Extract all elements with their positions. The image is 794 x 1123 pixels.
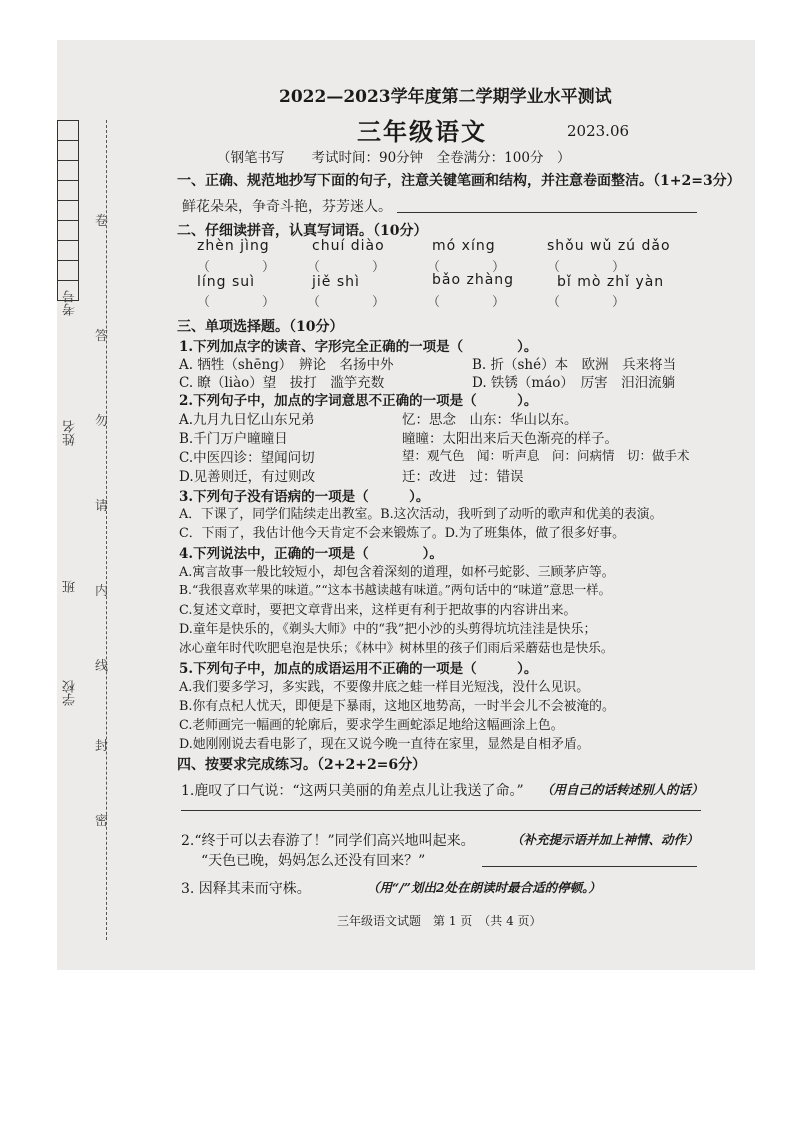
answer-blank[interactable]: （ ） <box>427 260 506 275</box>
seal-char: 线 <box>95 659 109 674</box>
practice-q2: 2.“终于可以去春游了！”同学们高兴地叫起来。 <box>181 833 475 849</box>
class-label: 班 <box>63 580 78 593</box>
answer-blank[interactable]: （ ） <box>307 295 386 310</box>
subject-title: 三年级语文 <box>357 117 487 146</box>
pinyin-item: bǐ mò zhǐ yàn <box>557 274 665 290</box>
question-stem: 1.下列加点字的读音、字形完全正确的一项是（ ）。 <box>179 339 538 355</box>
seal-char: 请 <box>95 499 109 514</box>
seal-char: 卷 <box>95 214 109 229</box>
practice-q1: 1.鹿叹了口气说：“这两只美丽的角差点儿让我送了命。” <box>181 783 524 799</box>
option-b-meaning: 曈曈：太阳出来后天色渐亮的样子。 <box>402 431 618 447</box>
option-d-meaning: 迁：改进 过：错误 <box>402 469 524 485</box>
option-d[interactable]: D.见善则迁，有过则改 <box>179 469 316 485</box>
option-a[interactable]: A.我们要多学习，多实践，不要像井底之蛙一样目光短浅，没什么见识。 <box>179 680 590 695</box>
name-label: 姓名 <box>63 420 78 446</box>
pinyin-item: chuí diào <box>312 238 385 254</box>
option-d[interactable]: D.她刚刚说去看电影了，现在又说今晚一直待在家里，显然是自相矛盾。 <box>179 737 590 752</box>
exam-number-grid <box>57 120 79 301</box>
question-stem: 2.下列句子中，加点的字词意思不正确的一项是（ ）。 <box>179 393 538 409</box>
exam-date: 2023.06 <box>567 122 630 140</box>
option-d-cont: 冰心童年时代吹肥皂泡是快乐；《林中》树林里的孩子们雨后采蘑菇也是快乐。 <box>179 640 614 655</box>
pinyin-item: jiě shì <box>312 274 360 290</box>
seal-char: 勿 <box>95 414 109 429</box>
seal-char: 内 <box>95 584 109 599</box>
pinyin-item: líng suì <box>197 274 256 290</box>
exam-title: 2022—2023学年度第二学期学业水平测试 <box>279 87 612 107</box>
answer-blank[interactable]: （ ） <box>307 260 386 275</box>
option-d[interactable]: D. 铁锈（máo） 厉害 汨汨流躺 <box>472 375 676 391</box>
section3-heading: 三、单项选择题。（10分） <box>177 319 344 335</box>
practice-q2-sentence: “天色已晚，妈妈怎么还没有回来？” <box>201 853 426 869</box>
option-b[interactable]: B.你有点杞人忧天，即便是下暴雨，这地区地势高，一时半会儿不会被淹的。 <box>179 699 615 714</box>
pinyin-item: shǒu wǔ zú dǎo <box>547 238 671 254</box>
pinyin-item: bǎo zhàng <box>432 272 515 288</box>
question-stem: 4.下列说法中，正确的一项是（ ）。 <box>179 546 443 562</box>
school-label: 学校 <box>63 680 78 706</box>
answer-blank[interactable]: （ ） <box>197 295 276 310</box>
practice-q2-note: （补充提示语并加上神情、动作） <box>511 832 699 847</box>
seal-char: 封 <box>95 739 109 754</box>
answer-blank[interactable]: （ ） <box>547 260 626 275</box>
practice-q1-answer-line[interactable] <box>181 810 701 811</box>
question-stem: 5.下列句子中，加点的成语运用不正确的一项是（ ）。 <box>179 661 538 677</box>
option-c[interactable]: C.复述文章时，要把文章背出来，这样更有利于把故事的内容讲出来。 <box>179 603 577 618</box>
option-c-d[interactable]: C．下雨了，我估计他今天肯定不会来锻炼了。D.为了班集体，做了很多好事。 <box>179 526 625 541</box>
answer-blank[interactable]: （ ） <box>197 260 276 275</box>
section2-heading: 二、仔细读拼音，认真写词语。（10分） <box>177 223 428 239</box>
answer-blank[interactable]: （ ） <box>427 295 506 310</box>
practice-q1-note: （用自己的话转述别人的话） <box>541 782 704 797</box>
answer-blank[interactable]: （ ） <box>547 295 626 310</box>
option-c-meaning: 望：观气色 闻：听声息 问：问病情 切：做手术 <box>402 448 690 463</box>
section4-heading: 四、按要求完成练习。（2+2+2=6分） <box>177 757 427 773</box>
page-footer: 三年级语文试题 第 1 页 （共 4 页） <box>337 914 542 928</box>
copy-sentence: 鲜花朵朵，争奇斗艳，芬芳迷人。 <box>182 199 392 215</box>
practice-q2-answer-line[interactable] <box>482 866 697 867</box>
option-b[interactable]: B.“我很喜欢苹果的味道。”“这本书越读越有味道。”两句话中的“味道”意思一样。 <box>179 583 611 597</box>
seal-char: 密 <box>95 814 109 829</box>
option-b[interactable]: B. 折（shé）本 欧洲 兵来将当 <box>472 357 677 373</box>
practice-q3: 3. 因释其耒而守株。 <box>181 881 311 897</box>
pinyin-item: mó xíng <box>432 238 496 254</box>
option-c[interactable]: C. 瞭（liào）望 拔打 滥竽充数 <box>179 375 385 391</box>
seal-char: 答 <box>95 329 109 344</box>
option-a[interactable]: A. 牺牲（shēng） 辨论 名扬中外 <box>179 357 394 373</box>
option-b[interactable]: B.千门万户曈曈日 <box>179 431 288 447</box>
exam-paper-photo <box>57 40 755 970</box>
section1-heading: 一、正确、规范地抄写下面的句子，注意关键笔画和结构，并注意卷面整洁。（1+2=3分） <box>177 173 741 189</box>
option-a-b[interactable]: A．下课了，同学们陆续走出教室。B.这次活动，我听到了动听的歌声和优美的表演。 <box>179 507 663 522</box>
exam-number-label: 考号 <box>63 290 78 316</box>
copy-answer-line[interactable] <box>397 212 697 213</box>
option-c[interactable]: C.中医四诊：望闻问切 <box>179 450 315 466</box>
option-a[interactable]: A.九月九日忆山东兄弟 <box>179 412 315 428</box>
question-stem: 3.下列句子没有语病的一项是（ ）。 <box>179 489 430 505</box>
option-c[interactable]: C.老师画完一幅画的轮廓后，要求学生画蛇添足地给这幅画涂上色。 <box>179 718 564 733</box>
option-a[interactable]: A.寓言故事一般比较短小，却包含着深刻的道理，如杯弓蛇影、三顾茅庐等。 <box>179 565 615 580</box>
practice-q3-note: （用“/”划出2处在朗读时最合适的停顿。） <box>367 880 601 895</box>
exam-info: （钢笔书写 考试时间：90分钟 全卷满分：100分 ） <box>217 150 571 166</box>
option-a-meaning: 忆：思念 山东：华山以东。 <box>402 412 578 428</box>
pinyin-item: zhèn jìng <box>197 238 270 254</box>
option-d[interactable]: D.童年是快乐的，《剃头大师》中的“我”把小沙的头剪得坑坑洼洼是快乐； <box>179 622 597 637</box>
